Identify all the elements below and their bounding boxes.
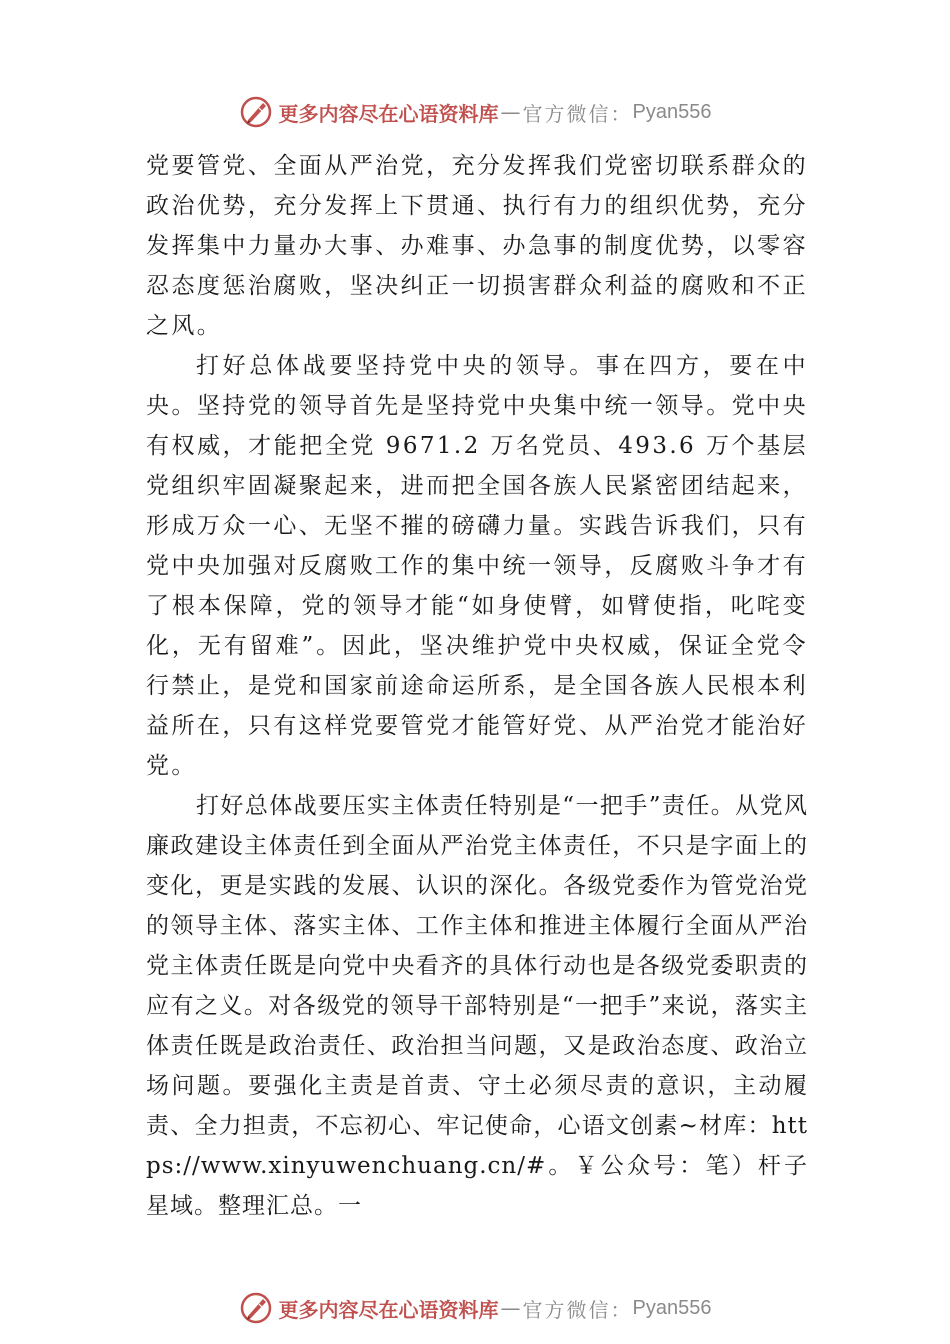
footer-banner bbox=[0, 1288, 950, 1328]
paragraph-3: 打好总体战要压实主体责任特别是“一把手”责任。从党风廉政建设主体责任到全面从严治党主体责任，不只是字面上的变化，更是实践的发展、认识的深化。各级党委作为管党治党的领导主体、落实主体、工作主体和推进主体履行全面从严治党主体责任既是向党中央看齐的具体行动也是各级党委职责的应有之义。对各级党的领导干部特别是“一把手”来说，落实主体责任既是政治责任、政治担当问题，又是政治态度、政治立场问题。要强化主责是首责、守土必须尽责的意识，主动履责、全力担责，不忘初心、牢记使命，心语文创素~材库：https://www.xinyuwenchuang.cn/#。￥公众号：笔）杆子星域。整理汇总。一 bbox=[146, 793, 808, 1219]
banner-separator: — bbox=[500, 1296, 521, 1320]
banner-wechat-id: Pyan556 bbox=[632, 100, 712, 123]
quill-pen-circle-icon bbox=[239, 95, 273, 129]
header-banner bbox=[0, 92, 950, 132]
document-body bbox=[146, 146, 808, 1226]
quill-pen-circle-icon bbox=[239, 1291, 273, 1325]
banner-brand-text: 更多内容尽在心语资料库 bbox=[278, 1297, 499, 1322]
banner-wechat-id: Pyan556 bbox=[632, 1296, 712, 1319]
paragraph-1: 党要管党、全面从严治党，充分发挥我们党密切联系群众的政治优势，充分发挥上下贯通、执行有力的组织优势，充分发挥集中力量办大事、办难事、办急事的制度优势，以零容忍态度惩治腐败，坚决纠正一切损害群众利益的腐败和不正之风。 bbox=[146, 153, 808, 339]
banner-wechat-label: 官方微信： bbox=[522, 101, 633, 126]
paragraph-2: 打好总体战要坚持党中央的领导。事在四方，要在中央。坚持党的领导首先是坚持党中央集中统一领导。党中央有权威，才能把全党 9671.2 万名党员、493.6 万个基层党组织牢固凝聚起来，进而把全国各族人民紧密团结起来，形成万众一心、无坚不摧的磅礴力量。实践告诉我们，只有党中央加强对反腐败工作的集中统一领导，反腐败斗争才有了根本保障，党的领导才能“如身使臂，如臂使指，叱咤变化，无有留难”。因此，坚决维护党中央权威，保证全党令行禁止，是党和国家前途命运所系，是全国各族人民根本利益所在，只有这样党要管党才能管好党、从严治党才能治好党。 bbox=[146, 353, 808, 779]
banner-wechat-label: 官方微信： bbox=[522, 1297, 633, 1322]
banner-brand-text: 更多内容尽在心语资料库 bbox=[278, 101, 499, 126]
banner-separator: — bbox=[500, 100, 521, 124]
